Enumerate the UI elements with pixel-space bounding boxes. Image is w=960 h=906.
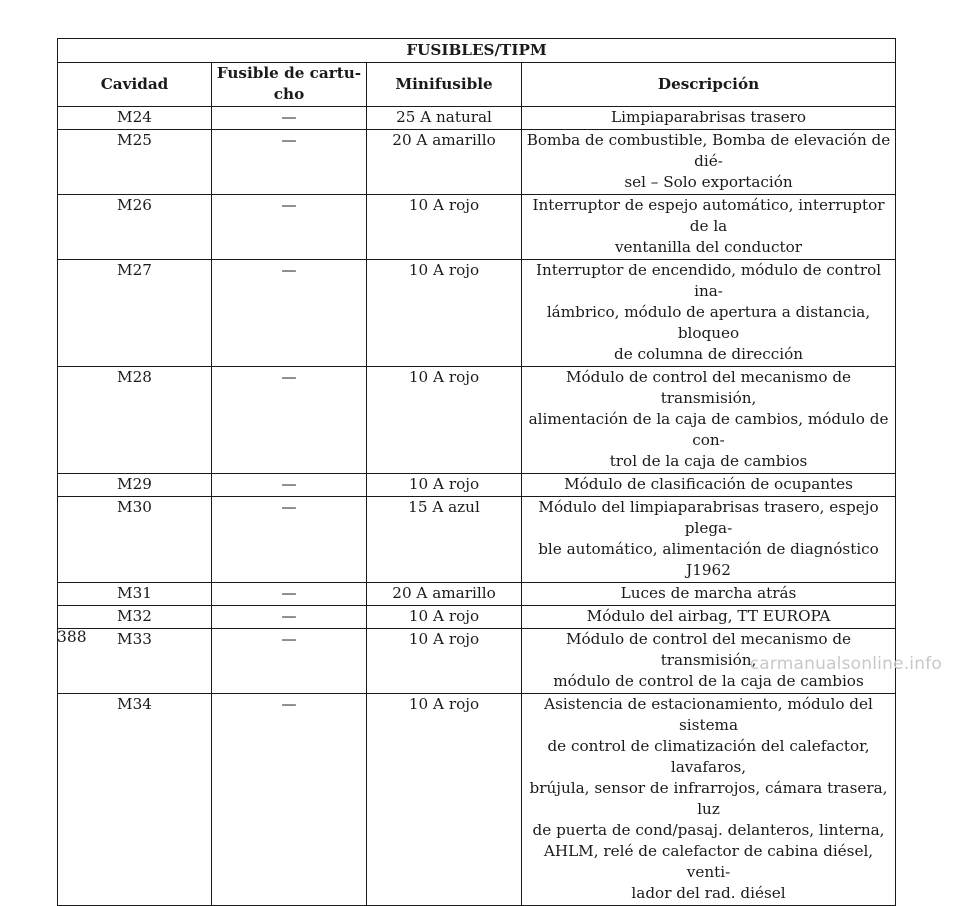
description-cell: Luces de marcha atrás [522, 583, 896, 606]
description-cell: Módulo de control del mecanismo de transmisión, alimentación de la caja de cambios, módulo de con- trol de la caja de cambios [522, 367, 896, 474]
minifuse-cell: 15 A azul [367, 497, 522, 583]
cavity-cell: M31 [58, 583, 212, 606]
description-cell: Limpiaparabrisas trasero [522, 107, 896, 130]
page-number: 388 [57, 628, 87, 646]
minifuse-cell: 10 A rojo [367, 694, 522, 906]
watermark: carmanualsonline.info [749, 654, 942, 674]
table-row [58, 694, 896, 906]
cartridge-fuse-cell: — [212, 606, 367, 629]
table-row [58, 260, 896, 367]
table-row [58, 474, 896, 497]
description-cell: Interruptor de espejo automático, interruptor de la ventanilla del conductor [522, 195, 896, 260]
header-fusible-cartucho: Fusible de cartu- cho [212, 63, 367, 107]
cartridge-fuse-cell: — [212, 497, 367, 583]
table-row [58, 367, 896, 474]
minifuse-cell: 20 A amarillo [367, 583, 522, 606]
cartridge-fuse-cell: — [212, 195, 367, 260]
cartridge-fuse-cell: — [212, 474, 367, 497]
cavity-cell: M27 [58, 260, 212, 367]
description-cell: Módulo del airbag, TT EUROPA [522, 606, 896, 629]
table-title-row [58, 39, 896, 63]
header-minifusible: Minifusible [367, 63, 522, 107]
description-cell: Interruptor de encendido, módulo de control ina- lámbrico, módulo de apertura a distancia, bloqueo de columna de dirección [522, 260, 896, 367]
minifuse-cell: 25 A natural [367, 107, 522, 130]
cavity-cell: M24 [58, 107, 212, 130]
table-row [58, 107, 896, 130]
description-cell: Asistencia de estacionamiento, módulo del sistema de control de climatización del calefactor, lavafaros, brújula, sensor de infrarrojos, cámara trasera, luz de puerta de cond/pasaj. delanteros, linterna, AHLM, relé de calefactor de cabina diésel, venti- lador del rad. diésel [522, 694, 896, 906]
cavity-cell: M28 [58, 367, 212, 474]
cartridge-fuse-cell: — [212, 694, 367, 906]
fuses-table [57, 38, 896, 906]
description-cell: Módulo de control del mecanismo de transmisión, módulo de control de la caja de cambios [522, 629, 896, 694]
cavity-cell: M32 [58, 606, 212, 629]
table-row [58, 497, 896, 583]
header-cavidad: Cavidad [58, 63, 212, 107]
cartridge-fuse-cell: — [212, 260, 367, 367]
cartridge-fuse-cell: — [212, 107, 367, 130]
table-title: FUSIBLES/TIPM [58, 39, 896, 63]
cavity-cell: M25 [58, 130, 212, 195]
table-header-row [58, 63, 896, 107]
cavity-cell: M30 [58, 497, 212, 583]
minifuse-cell: 10 A rojo [367, 606, 522, 629]
minifuse-cell: 10 A rojo [367, 260, 522, 367]
minifuse-cell: 20 A amarillo [367, 130, 522, 195]
cavity-cell: M33 [58, 629, 212, 694]
table-row [58, 583, 896, 606]
table-body [58, 107, 896, 906]
cavity-cell: M29 [58, 474, 212, 497]
cavity-cell: M26 [58, 195, 212, 260]
description-cell: Módulo del limpiaparabrisas trasero, espejo plega- ble automático, alimentación de diagnóstico J1962 [522, 497, 896, 583]
minifuse-cell: 10 A rojo [367, 195, 522, 260]
minifuse-cell: 10 A rojo [367, 367, 522, 474]
table-row [58, 606, 896, 629]
cartridge-fuse-cell: — [212, 629, 367, 694]
minifuse-cell: 10 A rojo [367, 629, 522, 694]
description-cell: Módulo de clasificación de ocupantes [522, 474, 896, 497]
cartridge-fuse-cell: — [212, 583, 367, 606]
table-row [58, 130, 896, 195]
header-descripcion: Descripción [522, 63, 896, 107]
table-row [58, 195, 896, 260]
description-cell: Bomba de combustible, Bomba de elevación de dié- sel – Solo exportación [522, 130, 896, 195]
cartridge-fuse-cell: — [212, 367, 367, 474]
cavity-cell: M34 [58, 694, 212, 906]
cartridge-fuse-cell: — [212, 130, 367, 195]
minifuse-cell: 10 A rojo [367, 474, 522, 497]
